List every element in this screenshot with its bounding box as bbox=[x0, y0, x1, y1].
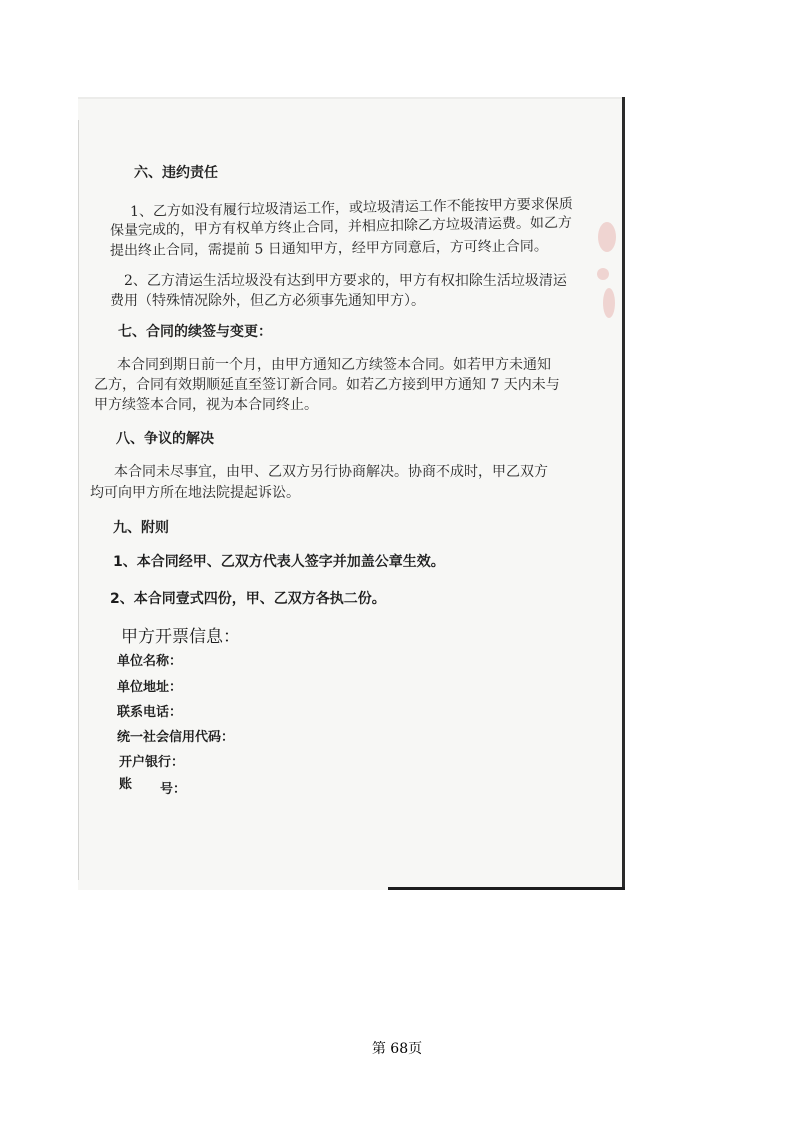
section-6-p2-line1: 2、乙方清运生活垃圾没有达到甲方要求的，甲方有权扣除生活垃圾清运 bbox=[124, 273, 567, 289]
section-8-p1-line2: 均可向甲方所在地法院提起诉讼。 bbox=[90, 485, 300, 501]
seal-fragment bbox=[603, 288, 615, 318]
section-9-heading: 九、附则 bbox=[113, 520, 169, 536]
section-7-heading: 七、合同的续签与变更： bbox=[118, 324, 272, 340]
scan-edge-top bbox=[78, 97, 625, 99]
invoice-bank-label: 开户银行： bbox=[119, 755, 185, 770]
invoice-credit-code-label: 统一社会信用代码： bbox=[117, 730, 235, 745]
section-6-heading: 六、违约责任 bbox=[134, 165, 218, 181]
scan-edge-left bbox=[78, 120, 79, 880]
invoice-account-label-part2: 号： bbox=[160, 782, 187, 797]
scan-edge-right bbox=[622, 97, 625, 890]
section-7-p1-line2: 乙方，合同有效期顺延直至签订新合同。如若乙方接到甲方通知 7 天内未与 bbox=[94, 377, 560, 393]
section-6-p1-line1: 1、乙方如没有履行垃圾清运工作，或垃圾清运工作不能按甲方要求保质 bbox=[129, 196, 573, 220]
seal-fragment bbox=[597, 268, 609, 280]
section-9-item-1: 1、本合同经甲、乙双方代表人签字并加盖公章生效。 bbox=[113, 554, 445, 570]
invoice-phone-label: 联系电话： bbox=[117, 705, 183, 720]
scan-edge-bottom bbox=[388, 887, 625, 890]
section-6-p1-line3: 提出终止合同，需提前 5 日通知甲方，经甲方同意后，方可终止合同。 bbox=[109, 238, 548, 259]
section-7-p1-line3: 甲方续签本合同，视为本合同终止。 bbox=[94, 397, 318, 413]
section-6-p2-line2: 费用（特殊情况除外，但乙方必须事先通知甲方）。 bbox=[110, 293, 425, 309]
section-9-item-2: 2、本合同壹式四份，甲、乙双方各执二份。 bbox=[110, 591, 386, 607]
section-8-heading: 八、争议的解决 bbox=[116, 431, 214, 447]
invoice-unit-address-label: 单位地址： bbox=[117, 680, 183, 695]
section-6-p1-line2: 保量完成的，甲方有权单方终止合同，并相应扣除乙方垃圾清运费。如乙方 bbox=[109, 214, 573, 239]
section-7-p1-line1: 本合同到期日前一个月，由甲方通知乙方续签本合同。如若甲方未通知 bbox=[117, 357, 551, 373]
invoice-title: 甲方开票信息： bbox=[121, 627, 240, 647]
page-number: 第 68页 bbox=[371, 1041, 423, 1057]
invoice-unit-name-label: 单位名称： bbox=[117, 654, 183, 669]
section-8-p1-line1: 本合同未尽事宜，由甲、乙双方另行协商解决。协商不成时，甲乙双方 bbox=[114, 464, 548, 480]
invoice-account-label-part1: 账 bbox=[119, 777, 133, 792]
seal-fragment bbox=[598, 222, 616, 252]
